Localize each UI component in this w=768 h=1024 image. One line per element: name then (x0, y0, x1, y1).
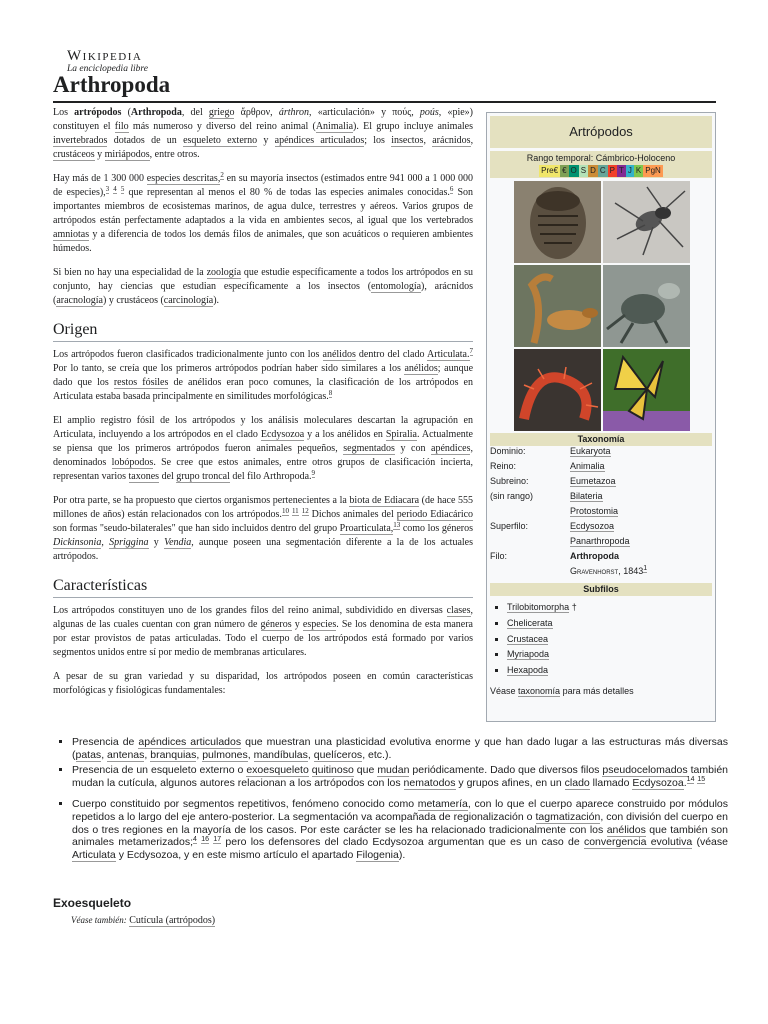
taxonomy-rank: Subreino: (490, 476, 529, 486)
text-run: y (257, 135, 275, 146)
taxonomy-value[interactable] (567, 476, 715, 491)
citation-ref[interactable]: 4 (193, 835, 197, 843)
text-run: y a diferencia de todos los demás filos de animales, que son acuáticos o requieren ambientes húmedos. (53, 229, 473, 254)
taxonomy-row (487, 536, 715, 551)
taxon-link[interactable]: Eukaryota (570, 446, 611, 456)
caracteristicas-paragraph (53, 670, 473, 698)
text-run: Son importantes miembros de ecosistemas marinos, de agua dulce, terrestres y aéreos. Varios grupos de artrópodos están perfectamente adaptados a la vida en ambientes secos, al igual que los vertebrados (53, 187, 474, 226)
citation-ref[interactable]: 8 (328, 388, 333, 397)
taxonomy-row (487, 476, 715, 491)
citation-ref[interactable]: 16 (201, 835, 210, 843)
subfilos-heading: Subfilos (490, 583, 712, 596)
taxonomy-rank: Superfilo: (490, 521, 529, 531)
subfilo-item (507, 602, 715, 618)
page-title: Arthropoda (53, 72, 171, 97)
wiki-link[interactable]: exoesqueleto (246, 764, 309, 777)
text-run: de anélidos eran poco comunes, la clasificación de los artrópodos en Articulata estaba basada principalmente en similitudes morfológicas. (53, 377, 473, 402)
text-run: dentro del clado (355, 349, 428, 360)
text-run: ἄρθρον, (234, 107, 279, 118)
subsection-heading-exoesqueleto: Exoesqueleto (53, 896, 132, 910)
wiki-link[interactable]: grupo troncal (176, 471, 230, 482)
text-run: del filo Arthropoda. (229, 471, 312, 482)
wiki-link[interactable]: clases (446, 605, 471, 616)
text-run: poús (419, 107, 439, 118)
geo-period-pgn[interactable]: PgN (645, 166, 661, 175)
butterfly-photo (603, 349, 690, 431)
text-run: , «articulación» y πούς, (309, 107, 420, 118)
taxon-name: Arthropoda (570, 551, 619, 561)
geo-period-pre€[interactable]: Pre€ (541, 166, 559, 175)
text-run: Presencia de (72, 736, 139, 748)
text-run: como los géneros (400, 523, 473, 534)
taxobox (486, 112, 716, 722)
wiki-link[interactable]: Proarticulata, (339, 523, 394, 534)
text-run: que también son animales metamerizados; (72, 823, 728, 849)
text-run: Los artrópodos fueron clasificados tradicionalmente junto con los (53, 349, 323, 360)
wiki-link[interactable]: anélidos (322, 349, 356, 360)
text-run: , algunas de las cuales cuentan con gran número de (53, 605, 473, 630)
logo-tagline: La enciclopedia libre (67, 64, 148, 74)
text-run: periódicamente. Dado que diversos filos (409, 764, 603, 777)
wiki-link[interactable]: zoología (206, 267, 242, 278)
caracteristicas-paragraph (53, 604, 473, 660)
text-run: son formas "seudo-bilaterales" que han sido incluidos dentro del grupo (53, 523, 340, 534)
wiki-link[interactable]: nematodos (403, 776, 456, 789)
intro-paragraph (53, 172, 473, 256)
wiki-link[interactable]: taxones (128, 471, 160, 482)
text-run: . Actualmente se piensa que los primeros artrópodos fueron animales pequeños, (53, 429, 473, 454)
wiki-link[interactable]: anélidos (404, 363, 438, 374)
wiki-link[interactable]: patas (75, 748, 102, 761)
taxon-link[interactable]: Bilateria (570, 491, 603, 501)
intro-paragraph (53, 266, 473, 308)
text-run: , del (181, 107, 209, 118)
see-also-note (71, 915, 215, 926)
text-run: , denominados (53, 443, 473, 468)
text-run: . (683, 776, 687, 789)
taxonomy-value[interactable] (567, 491, 715, 506)
wiki-link[interactable]: mandíbulas (253, 748, 308, 761)
taxonomy-row (487, 521, 715, 536)
taxonomy-link[interactable]: taxonomía (518, 685, 561, 696)
geo-period-j[interactable]: J (627, 166, 632, 175)
text-run: Dichos animales del (308, 509, 397, 520)
text-run: , con lo que el cuerpo aparece construido por módulos repetidos a lo largo del eje antero-posterior. La segmentación va acompañada de regionalización o (72, 798, 728, 823)
text-run: Cuerpo constituido por segmentos repetitivos, fenómeno conocido como (72, 798, 418, 811)
characteristic-item (72, 736, 728, 761)
text-run: llamado (589, 776, 633, 789)
taxonomy-rank: (sin rango) (490, 491, 534, 501)
characteristic-item (72, 798, 728, 861)
centipede-photo (514, 349, 601, 431)
extinct-mark: † (569, 602, 577, 612)
taxonomy-row (487, 551, 715, 566)
wiki-link[interactable]: crustáceos (53, 149, 95, 160)
origen-paragraph (53, 414, 473, 484)
subfilo-item (507, 618, 715, 634)
taxonomy-value[interactable] (567, 521, 715, 536)
text-run: , etc.). (362, 748, 392, 761)
subfilo-link[interactable]: Myriapoda (507, 649, 550, 660)
taxonomy-value[interactable] (567, 461, 715, 476)
see-also-label: Véase también: (71, 915, 127, 925)
article-body (53, 106, 473, 708)
taxonomy-rank: Filo: (490, 551, 508, 561)
text-run: Por otra parte, se ha propuesto que ciertos organismos pertenecientes a la (53, 495, 350, 506)
scorpion-photo (514, 265, 601, 347)
wiki-link[interactable]: filo (114, 121, 129, 132)
text-run: ) y crustáceos ( (102, 295, 164, 306)
text-run: y con (394, 443, 432, 454)
taxon-link[interactable]: Eumetazoa (570, 476, 616, 486)
text-run: , (470, 135, 474, 146)
wiki-link[interactable]: insectos (391, 135, 424, 146)
text-run: , «pie») constituyen el (53, 107, 473, 132)
wiki-link[interactable]: anélidos (606, 823, 646, 836)
wiki-link[interactable]: Articulata (72, 848, 116, 861)
wiki-link[interactable]: Animalia (315, 121, 354, 132)
text-run: . Se los denomina de esta manera por estar provistos de patas articuladas. Todo el cuerpo de los artrópodos está formado por varios segmentos unidos entre sí por medio de membranas articulares. (53, 619, 473, 658)
text-run: Si bien no hay una especialidad de la (53, 267, 207, 278)
wiki-link[interactable]: apéndices articulados (274, 135, 365, 146)
wiki-link[interactable]: Spiralia (385, 429, 417, 440)
text-run: que representan al menos el 80 % de todas las especies animales conocidas. (124, 187, 450, 198)
wiki-link[interactable]: Articulata. (427, 349, 470, 360)
wiki-link[interactable]: especies descritas, (146, 173, 221, 184)
text-run: pero los defensores del clado Ecdysozoa argumentan que es un caso de (221, 836, 584, 849)
wiki-link[interactable]: arácnidos (432, 135, 471, 146)
wiki-link[interactable]: amniotas (53, 229, 90, 240)
geo-period-€[interactable]: € (562, 166, 567, 175)
geo-period-s[interactable]: S (580, 166, 587, 175)
taxon-link[interactable]: Ecdysozoa (570, 521, 615, 531)
wiki-link[interactable]: carcinología (163, 295, 214, 306)
citation-ref[interactable]: 6 (449, 184, 454, 193)
wiki-link[interactable]: lobópodos (111, 457, 154, 468)
wiki-link[interactable]: mudan (377, 764, 410, 777)
wiki-link[interactable]: géneros (260, 619, 292, 630)
taxon-link[interactable]: Animalia (570, 461, 605, 471)
taxon-link[interactable]: Panarthropoda (570, 536, 630, 546)
taxonomy-row (487, 506, 715, 521)
wiki-link[interactable]: antenas (107, 748, 145, 761)
note-suffix: para más detalles (560, 685, 634, 696)
wiki-link[interactable]: invertebrados (53, 135, 108, 146)
text-run: , (144, 748, 151, 761)
subfilo-link[interactable]: Hexapoda (507, 665, 549, 676)
text-run: también mudan la cutícula, algunos autores relacionan a los artrópodos con los (72, 764, 728, 789)
wiki-link[interactable]: pulmones (202, 748, 248, 761)
geo-period-t[interactable]: T (619, 166, 624, 175)
wiki-link[interactable]: periodo Ediacárico (396, 509, 474, 520)
taxonomy-row (487, 446, 715, 461)
subfilo-item (507, 665, 715, 681)
text-run: y (94, 149, 105, 160)
text-run: que (353, 764, 378, 777)
wiki-link[interactable]: miriápodos (104, 149, 150, 160)
taxonomy-value[interactable] (567, 506, 715, 521)
note-prefix: Véase (490, 685, 519, 696)
wiki-link[interactable]: Vendia (164, 537, 192, 548)
wiki-link[interactable]: quitinoso (311, 764, 354, 777)
text-run: Los artrópodos constituyen uno de los grandes filos del reino animal, subdividido en diversas (53, 605, 447, 616)
geo-period-d[interactable]: D (590, 166, 596, 175)
taxon-link[interactable]: Protostomia (570, 506, 619, 516)
taxonomy-note (487, 681, 715, 701)
wiki-link[interactable]: esqueleto externo (183, 135, 258, 146)
characteristic-item (72, 764, 728, 789)
see-also-link[interactable]: Cutícula (artrópodos) (129, 915, 216, 926)
text-run: , (101, 748, 108, 761)
citation-ref[interactable]: 17 (213, 835, 222, 843)
intro-paragraph (53, 106, 473, 162)
text-run: ). El grupo incluye animales (353, 121, 473, 132)
citation-ref[interactable]: 13 (393, 520, 401, 529)
text-run: ). (398, 848, 406, 861)
taxonomy-rank (487, 536, 567, 551)
text-run: ). (213, 295, 220, 306)
text-run: árthron (278, 107, 310, 118)
text-run: Hay más de 1 300 000 (53, 173, 147, 184)
taxonomy-rank (487, 506, 567, 521)
logo-wordmark: Wikipedia (67, 48, 143, 64)
text-run: más numeroso y diverso del reino animal ( (128, 121, 316, 132)
text-run: en su mayoría insectos (estimados entre 941 000 a 1 000 000 de especies), (53, 173, 473, 198)
text-run: , (247, 748, 254, 761)
citation-ref[interactable]: 15 (697, 776, 706, 784)
taxobox-title: Artrópodos (490, 116, 712, 148)
subfilo-item (507, 649, 715, 665)
wiki-link[interactable]: restos fósiles (113, 377, 169, 388)
wiki-link[interactable]: Dickinsonia (53, 537, 102, 548)
wiki-link[interactable]: branquias (150, 748, 197, 761)
wiki-link[interactable]: Ecdysozoa (632, 776, 684, 789)
subfilo-item (507, 634, 715, 650)
subfilos-list (487, 602, 715, 681)
section-heading-origen: Origen (53, 320, 473, 342)
authority-year: , 1843 (618, 566, 644, 576)
text-run: y Ecdysozoa, y en este mismo artículo el apartado (115, 848, 357, 861)
geologic-timescale-bar[interactable] (490, 165, 712, 177)
characteristics-list (60, 736, 728, 864)
text-run: , entre otros. (149, 149, 200, 160)
trilobite-photo (514, 181, 601, 263)
citation-ref[interactable]: 1 (643, 565, 648, 572)
text-run: artrópodos (74, 107, 122, 118)
citation-ref[interactable]: 12 (301, 506, 309, 515)
origen-paragraph (53, 348, 473, 404)
taxonomy-heading: Taxonomía (490, 433, 712, 446)
wiki-link[interactable]: convergencia evolutiva (583, 836, 693, 849)
wiki-link[interactable]: clado (564, 776, 590, 789)
wiki-link[interactable]: metamería (417, 798, 468, 811)
wiki-link[interactable]: apéndices (431, 443, 471, 454)
subfilo-link[interactable]: Trilobitomorpha (507, 602, 570, 612)
taxonomy-rank: Dominio: (490, 446, 526, 456)
text-run: El amplio registro fósil de los artrópodos y los análisis moleculares descartan la agrupación en Articulata, incluyendo a los artrópodos en el clado (53, 415, 473, 440)
geo-period-p[interactable]: P (609, 166, 616, 175)
wiki-link[interactable]: entomología (371, 281, 422, 292)
temporal-range-label: Rango temporal: Cámbrico-Holoceno (526, 153, 676, 163)
wiki-link[interactable]: aracnología (56, 295, 103, 306)
text-run: A pesar de su gran variedad y su disparidad, los artrópodos poseen en común características morfológicas y fisiológicas fundamentales: (53, 671, 473, 696)
citation-ref[interactable]: 10 (281, 506, 289, 515)
text-run: ; aunque dado que los (53, 363, 474, 388)
taxonomy-table (487, 446, 715, 581)
taxonomy-value[interactable] (567, 536, 715, 551)
text-run: , (196, 748, 203, 761)
taxonomy-value[interactable] (567, 446, 715, 461)
temporal-range (490, 151, 712, 178)
text-run: dotados de un (107, 135, 184, 146)
citation-ref[interactable]: 11 (291, 506, 299, 515)
subfilo-link[interactable]: Crustacea (507, 633, 549, 644)
citation-ref[interactable]: 7 (469, 346, 473, 355)
authority-name: Gravenhorst (570, 566, 619, 576)
text-run: y (148, 537, 165, 548)
taxonomy-authority-row (487, 566, 715, 581)
text-run: ), arácnidos ( (53, 281, 473, 306)
wiki-link[interactable]: pseudocelomados (602, 764, 688, 777)
geo-period-c[interactable]: C (599, 166, 606, 175)
origen-paragraph (53, 494, 473, 564)
taxonomy-rank: Reino: (490, 461, 517, 471)
wiki-link[interactable]: Spriggina (109, 537, 149, 548)
wiki-link[interactable]: Filogenia (356, 848, 399, 861)
text-run: , (423, 135, 433, 146)
citation-ref[interactable]: 2 (220, 170, 224, 179)
wiki-link[interactable]: segmentados (343, 443, 395, 454)
text-run: . Se cree que estos animales, entre otros grupos de clasificación incierta, representan varios (53, 457, 474, 482)
wiki-link[interactable]: tagmatización (535, 810, 601, 823)
text-run: del (159, 471, 177, 482)
text-run: (véase (692, 836, 728, 849)
subfilo-link[interactable]: Chelicerata (507, 617, 553, 628)
taxonomy-row (487, 461, 715, 476)
geo-period-k[interactable]: K (635, 166, 642, 175)
taxonomy-row (487, 491, 715, 506)
taxonomy-value (567, 551, 715, 566)
title-divider (53, 101, 716, 103)
citation-ref[interactable]: 14 (686, 776, 695, 784)
citation-ref[interactable]: 3 (105, 184, 110, 193)
text-run: que muestran una plasticidad evolutiva enorme y que han dado lugar a las estructuras más diversas ( (72, 736, 728, 761)
wiki-link[interactable]: Ecdysozoa (260, 429, 305, 440)
citation-ref[interactable]: 5 (120, 184, 125, 193)
arthropod-photo-collage[interactable] (514, 181, 690, 431)
text-run: ; los (364, 135, 392, 146)
text-run: y (291, 619, 303, 630)
crab-photo (603, 265, 690, 347)
text-run: (de hace 555 millones de años) están relacionados con los artrópodos. (53, 495, 473, 520)
wiki-link[interactable]: apéndices articulados (138, 736, 242, 748)
geo-period-o[interactable]: O (570, 166, 577, 175)
text-run: Presencia de un esqueleto externo o (72, 764, 247, 777)
text-run: Arthropoda (130, 107, 182, 118)
wiki-link[interactable]: quelíceros (313, 748, 363, 761)
text-run: , (101, 537, 110, 548)
text-run: , con división del cuerpo en dos o tres regiones en la mayoría de los casos. Por este carácter se les ha relacionado tradicionalmente con los (72, 810, 728, 836)
text-run: Por lo tanto, se creía que los primeros artrópodos podrían haber sido similares a los (53, 363, 405, 374)
arachnid-photo (603, 181, 690, 263)
citation-ref[interactable]: 9 (311, 468, 316, 477)
wiki-link[interactable]: griego (208, 107, 235, 118)
text-run: ( (121, 107, 131, 118)
text-run: , aunque poseen una segmentación diferente a la de los actuales artrópodos. (53, 537, 474, 562)
citation-ref[interactable]: 4 (113, 184, 117, 193)
text-run: que estudie específicamente a todos los artrópodos en su conjunto, hay ciencias que estudian específicamente a los insectos ( (53, 267, 474, 292)
text-run: Los (53, 107, 75, 118)
section-heading-caracteristicas: Características (53, 576, 473, 598)
text-run: , (307, 748, 314, 761)
wiki-link[interactable]: especies (302, 619, 337, 630)
text-run: y a los anélidos en (304, 429, 386, 440)
text-run: y grupos afines, en un (455, 776, 565, 789)
wiki-link[interactable]: biota de Ediacara (349, 495, 420, 506)
